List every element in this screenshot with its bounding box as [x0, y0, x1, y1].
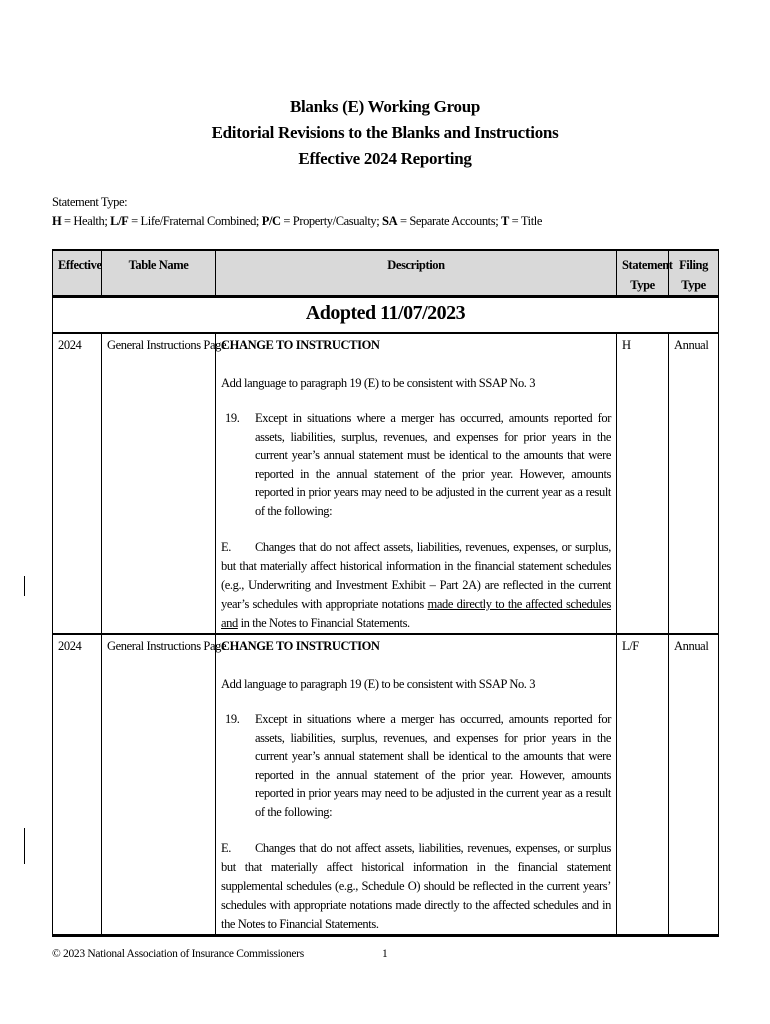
change-bar — [24, 828, 25, 864]
code-life-fraternal: L/F — [110, 214, 129, 228]
paragraph-e: E. Changes that do not affect assets, liabilities, revenues, expenses, or surplus, but that materially affect historical information in the financial statement schedules (e.g., Underwriting and Investment Exhibit – Part 2A) are reflected in the current year’s schedules with appropriate notations made directly to the affected schedules and in the Notes to Financial Statements. — [221, 540, 611, 630]
cell-filing-type: Annual — [669, 333, 719, 634]
paragraph-19 — [221, 409, 611, 520]
statement-type-label: Statement Type: — [52, 195, 128, 209]
code-title: T — [501, 214, 509, 228]
header-filing-type: Filing Type — [669, 250, 719, 297]
revisions-table — [52, 249, 719, 937]
header-description: Description — [216, 250, 617, 297]
code-property-casualty: P/C — [261, 214, 281, 228]
footer-copyright: © 2023 National Association of Insurance Commissioners — [52, 948, 304, 960]
cell-effective: 2024 — [53, 634, 102, 936]
change-heading: CHANGE TO INSTRUCTION — [221, 639, 380, 653]
title-line-2: Editorial Revisions to the Blanks and Instructions — [211, 123, 559, 142]
cell-filing-type: Annual — [669, 634, 719, 936]
code-health: H — [52, 214, 62, 228]
table-row — [53, 634, 719, 936]
paragraph-text: Except in situations where a merger has occurred, amounts reported for assets, liabilities, surplus, revenues, and expenses for prior years in the current year’s annual statement must be identical to the amounts that were reported in the annual statement of the prior year. However, amounts reported in prior years may need to be adjusted in the current year as a result of the following: — [255, 411, 611, 518]
inserted-text: made directly to the affected schedules and — [221, 597, 611, 630]
paragraph-e-label: E. — [221, 540, 231, 554]
cell-description — [216, 634, 617, 936]
header-statement-type: Statement Type — [617, 250, 669, 297]
table-header-row — [53, 250, 719, 297]
paragraph-number: 19. — [225, 712, 240, 726]
document-title — [0, 94, 770, 172]
header-effective: Effective — [53, 250, 102, 297]
change-bar — [24, 576, 25, 596]
title-line-3: Effective 2024 Reporting — [298, 149, 472, 168]
cell-statement-type: H — [617, 333, 669, 634]
add-language-note: Add language to paragraph 19 (E) to be consistent with SSAP No. 3 — [221, 376, 536, 390]
paragraph-e: E. Changes that do not affect assets, liabilities, revenues, expenses, or surplus but that materially affect historical information in the financial statement supplemental schedules (e.g., Schedule O) should be reflected in the current years’ schedules with appropriate notations made directly to the affected schedules and in the Notes to Financial Statements. — [221, 841, 611, 931]
paragraph-text: Except in situations where a merger has occurred, amounts reported for assets, liabilities, surplus, revenues, and expenses for prior years in the current year’s annual statement shall be identical to the amounts that were reported in the annual statement of the prior year. However, amounts reported in prior years may need to be adjusted in the current year as a result of the following: — [255, 712, 611, 819]
section-title-row — [53, 297, 719, 334]
cell-description — [216, 333, 617, 634]
header-table-name: Table Name — [102, 250, 216, 297]
add-language-note: Add language to paragraph 19 (E) to be consistent with SSAP No. 3 — [221, 677, 536, 691]
change-heading: CHANGE TO INSTRUCTION — [221, 338, 380, 352]
cell-table-name: General Instructions Page — [102, 333, 216, 634]
title-line-1: Blanks (E) Working Group — [289, 97, 481, 116]
cell-statement-type: L/F — [617, 634, 669, 936]
paragraph-number: 19. — [225, 411, 240, 425]
paragraph-19 — [221, 710, 611, 821]
statement-type-legend — [52, 193, 542, 231]
cell-table-name: General Instructions Page — [102, 634, 216, 936]
code-separate-accounts: SA — [382, 214, 398, 228]
page-number: 1 — [382, 948, 388, 960]
section-title: Adopted 11/07/2023 — [53, 297, 719, 334]
statement-type-codes: H = Health; L/F = Life/Fraternal Combined; P/C = Property/Casualty; SA = Separate Accounts; T = Title — [52, 214, 542, 228]
paragraph-e-label: E. — [221, 841, 231, 855]
cell-effective: 2024 — [53, 333, 102, 634]
table-row — [53, 333, 719, 634]
